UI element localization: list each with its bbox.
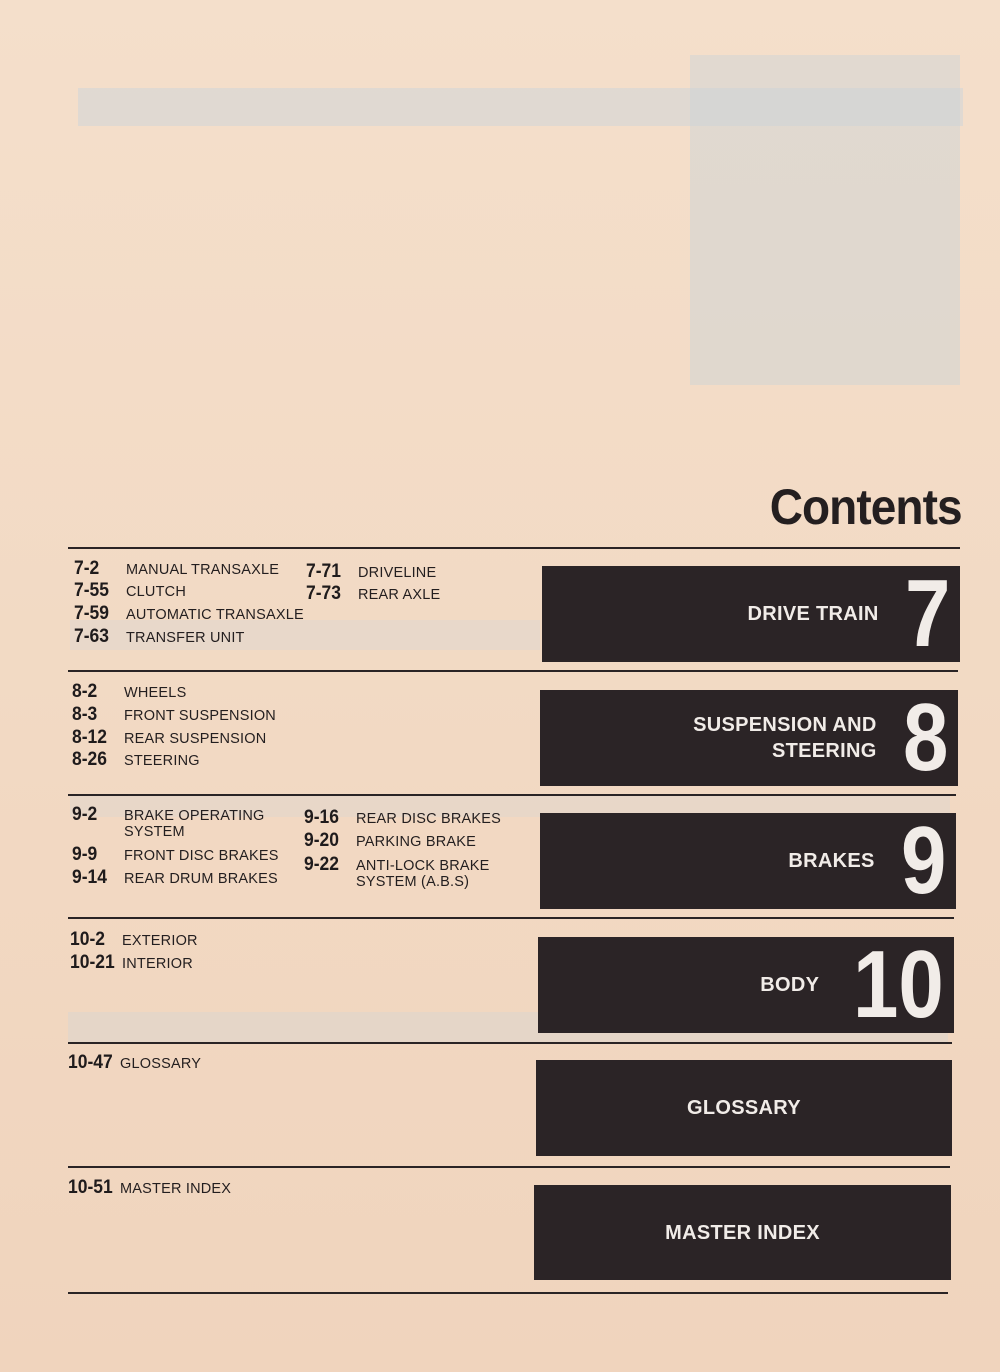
tab-label: MASTER INDEX bbox=[665, 1221, 820, 1244]
page-number: 9-9 bbox=[72, 844, 98, 865]
entry-label-line: ANTI-LOCK BRAKE bbox=[356, 858, 490, 874]
entry-label: REAR SUSPENSION bbox=[124, 731, 267, 747]
section-divider bbox=[68, 1166, 950, 1168]
page-number: 7-73 bbox=[306, 583, 341, 604]
tab-label-line: SUSPENSION AND bbox=[693, 714, 877, 736]
toc-entry-clutch[interactable] bbox=[74, 580, 187, 602]
page-number: 8-12 bbox=[72, 727, 107, 748]
toc-entry-master-index[interactable] bbox=[68, 1177, 232, 1199]
entry-label: STEERING bbox=[124, 753, 200, 769]
toc-entry-rear-disc-brakes[interactable] bbox=[304, 807, 502, 829]
tab-number: 9 bbox=[900, 807, 946, 914]
tab-label: BRAKES bbox=[788, 850, 875, 872]
tab-number: 10 bbox=[853, 931, 944, 1038]
toc-entry-manual-transaxle[interactable] bbox=[74, 558, 280, 580]
section-divider bbox=[68, 670, 958, 672]
entry-label: CLUTCH bbox=[126, 584, 187, 600]
tab-label-line: STEERING bbox=[771, 740, 877, 762]
entry-label: WHEELS bbox=[124, 685, 187, 701]
entry-label bbox=[124, 808, 265, 840]
tab-body[interactable] bbox=[538, 931, 954, 1038]
page-number: 9-22 bbox=[304, 854, 339, 875]
entry-label: GLOSSARY bbox=[120, 1056, 202, 1072]
toc-entry-brake-operating-system[interactable] bbox=[72, 804, 265, 840]
tab-number: 7 bbox=[904, 560, 950, 667]
tab-label bbox=[693, 712, 877, 764]
entry-label bbox=[356, 858, 490, 890]
section-divider bbox=[68, 917, 954, 919]
toc-entry-front-disc-brakes[interactable] bbox=[72, 844, 279, 866]
toc-entry-front-suspension[interactable] bbox=[72, 704, 276, 726]
toc-entry-automatic-transaxle[interactable] bbox=[74, 603, 304, 625]
page-number: 9-20 bbox=[304, 830, 339, 851]
toc-entry-anti-lock-brake-system[interactable] bbox=[304, 854, 490, 890]
toc-entry-glossary[interactable] bbox=[68, 1052, 202, 1074]
tab-suspension-and-steering[interactable] bbox=[540, 684, 958, 791]
section-divider bbox=[68, 794, 956, 796]
tab-brakes[interactable] bbox=[540, 807, 956, 914]
entry-label: INTERIOR bbox=[122, 956, 193, 972]
page-title: Contents bbox=[770, 479, 962, 535]
page-number: 7-59 bbox=[74, 603, 109, 624]
section-divider bbox=[68, 1292, 948, 1294]
tab-glossary[interactable] bbox=[536, 1060, 952, 1156]
section-divider bbox=[68, 547, 960, 549]
toc-entry-rear-axle[interactable] bbox=[306, 583, 441, 605]
entry-label: EXTERIOR bbox=[122, 933, 198, 949]
toc-entry-exterior[interactable] bbox=[70, 929, 198, 951]
entry-label-line: SYSTEM bbox=[124, 824, 185, 840]
bleed-through-panel bbox=[690, 55, 960, 385]
tab-label: BODY bbox=[760, 974, 820, 996]
page-number: 7-2 bbox=[74, 558, 100, 579]
page-number: 9-14 bbox=[72, 867, 107, 888]
page-number: 10-51 bbox=[68, 1177, 113, 1198]
page-number: 7-55 bbox=[74, 580, 109, 601]
tab-label: GLOSSARY bbox=[687, 1097, 801, 1119]
entry-label: REAR DISC BRAKES bbox=[356, 811, 502, 827]
toc-entry-transfer-unit[interactable] bbox=[74, 626, 245, 648]
entry-label-line: BRAKE OPERATING bbox=[124, 808, 265, 824]
entry-label-line: SYSTEM (A.B.S) bbox=[356, 874, 470, 890]
toc-entry-interior[interactable] bbox=[70, 952, 193, 974]
entry-label: MANUAL TRANSAXLE bbox=[126, 562, 280, 578]
page-number: 8-26 bbox=[72, 749, 107, 770]
entry-label: FRONT DISC BRAKES bbox=[124, 848, 279, 864]
tab-master-index[interactable] bbox=[534, 1185, 951, 1280]
tab-label: DRIVE TRAIN bbox=[747, 603, 879, 625]
page-number: 10-21 bbox=[70, 952, 115, 973]
toc-entry-wheels[interactable] bbox=[72, 681, 187, 703]
entry-label: MASTER INDEX bbox=[120, 1181, 232, 1197]
page-number: 10-2 bbox=[70, 929, 105, 950]
entry-label: REAR DRUM BRAKES bbox=[124, 871, 278, 887]
page-number: 7-63 bbox=[74, 626, 109, 647]
toc-entry-parking-brake[interactable] bbox=[304, 830, 476, 852]
entry-label: TRANSFER UNIT bbox=[126, 630, 245, 646]
toc-entry-rear-drum-brakes[interactable] bbox=[72, 867, 278, 889]
entry-label: AUTOMATIC TRANSAXLE bbox=[126, 607, 304, 623]
toc-entry-rear-suspension[interactable] bbox=[72, 727, 267, 749]
page-number: 7-71 bbox=[306, 561, 341, 582]
section-divider bbox=[68, 1042, 952, 1044]
entry-label: DRIVELINE bbox=[358, 565, 437, 581]
tab-drive-train[interactable] bbox=[542, 560, 960, 667]
toc-entry-driveline[interactable] bbox=[306, 561, 437, 583]
page-number: 8-3 bbox=[72, 704, 98, 725]
page-number: 8-2 bbox=[72, 681, 98, 702]
toc-entry-steering[interactable] bbox=[72, 749, 200, 771]
tab-number: 8 bbox=[902, 684, 948, 791]
page-number: 10-47 bbox=[68, 1052, 113, 1073]
page-number: 9-16 bbox=[304, 807, 339, 828]
entry-label: REAR AXLE bbox=[358, 587, 441, 603]
entry-label: FRONT SUSPENSION bbox=[124, 708, 276, 724]
page-number: 9-2 bbox=[72, 804, 98, 825]
entry-label: PARKING BRAKE bbox=[356, 834, 476, 850]
